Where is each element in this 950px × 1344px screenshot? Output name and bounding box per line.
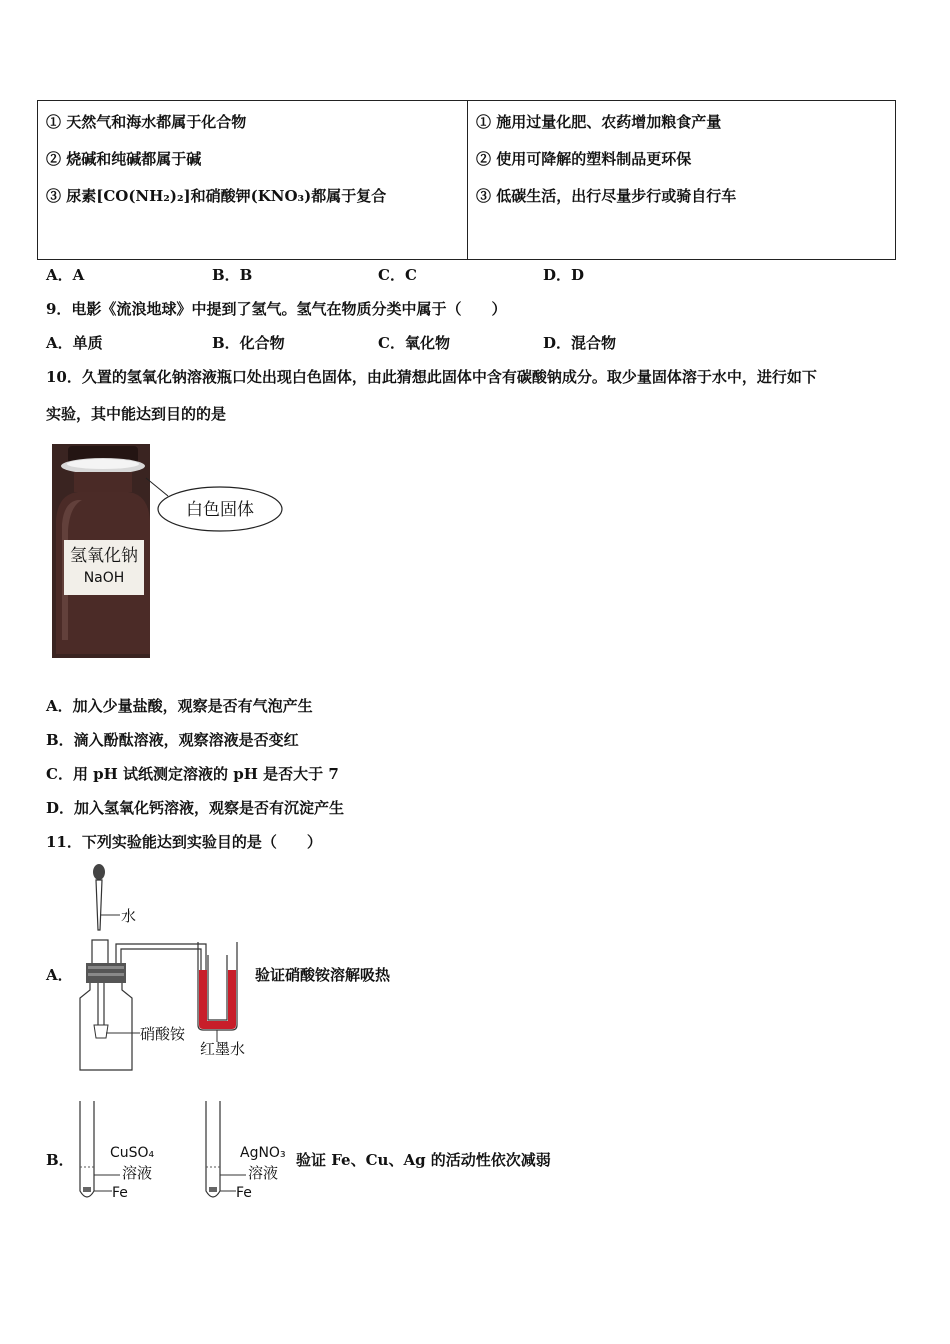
q10-option-b[interactable]: B．滴入酚酞溶液，观察溶液是否变红 (46, 731, 299, 749)
dropper-bulb (93, 864, 105, 880)
test-tubes-figure (70, 1095, 300, 1210)
q10-option-d[interactable]: D．加入氢氧化钙溶液，观察是否有沉淀产生 (46, 799, 345, 817)
q9-option-a[interactable]: A．单质 (46, 334, 103, 352)
tube1-solution-word: 溶液 (122, 1164, 153, 1182)
q9-option-b[interactable]: B．化合物 (212, 334, 285, 352)
table-right-3: ③ 低碳生活，出行尽量步行或骑自行车 (476, 187, 737, 205)
tube2-metal: Fe (236, 1185, 252, 1201)
label-red-ink: 红墨水 (200, 1040, 246, 1058)
q8-table (37, 100, 896, 260)
dropper-tube (96, 880, 102, 930)
q11-option-b[interactable]: B． (46, 1151, 74, 1169)
fe-piece-1 (83, 1187, 91, 1192)
tube2-solution: AgNO₃ (240, 1145, 286, 1161)
bottle-neck (74, 472, 132, 492)
table-right-2: ② 使用可降解的塑料制品更环保 (476, 150, 692, 168)
q11-a-desc: 验证硝酸铵溶解吸热 (255, 966, 391, 984)
label-cn: 氢氧化钠 (70, 546, 138, 566)
q8-option-b[interactable]: B．B (212, 266, 253, 284)
q9-option-c[interactable]: C．氧化物 (378, 334, 450, 352)
q10-stem-line1: 10．久置的氢氧化钠溶液瓶口处出现白色固体，由此猜想此固体中含有碳酸钠成分。取少量固体溶于水中，进行如下 (46, 368, 817, 386)
q9-option-d[interactable]: D．混合物 (543, 334, 617, 352)
u-tube-apparatus (70, 860, 260, 1075)
label-ammonium-nitrate: 硝酸铵 (140, 1025, 186, 1043)
table-left-2: ② 烧碱和纯碱都属于碱 (46, 150, 202, 168)
label-en: NaOH (83, 570, 125, 586)
callout-text: 白色固体 (186, 500, 254, 520)
q11-stem: 11．下列实验能达到实验目的是（ ） (46, 833, 322, 851)
q11-b-desc: 验证 Fe、Cu、Ag 的活动性依次减弱 (296, 1151, 551, 1169)
q9-stem: 9．电影《流浪地球》中提到了氢气。氢气在物质分类中属于（ ） (46, 300, 507, 318)
q8-option-a[interactable]: A．A (46, 266, 85, 284)
test-tube-inner (94, 1025, 108, 1038)
table-left-1: ① 天然气和海水都属于化合物 (46, 113, 247, 131)
table-left-3: ③ 尿素[CO(NH₂)₂]和硝酸钾(KNO₃)都属于复合 (46, 187, 387, 205)
naoh-bottle-figure (48, 440, 288, 662)
q8-option-c[interactable]: C．C (378, 266, 417, 284)
q8-option-d[interactable]: D．D (543, 266, 585, 284)
tube1-solution: CuSO₄ (110, 1145, 155, 1161)
test-tube-2 (206, 1101, 220, 1197)
table-divider (467, 101, 468, 259)
q11-option-a[interactable]: A． (46, 966, 73, 984)
q10-option-c[interactable]: C．用 pH 试纸测定溶液的 pH 是否大于 7 (46, 765, 339, 783)
table-right-1: ① 施用过量化肥、农药增加粮食产量 (476, 113, 722, 131)
label-water: 水 (121, 907, 137, 925)
q10-stem-line2: 实验，其中能达到目的的是 (46, 405, 227, 423)
tube1-metal: Fe (112, 1185, 128, 1201)
tube2-solution-word: 溶液 (248, 1164, 279, 1182)
fe-piece-2 (209, 1187, 217, 1192)
test-tube-1 (80, 1101, 94, 1197)
q10-option-a[interactable]: A．加入少量盐酸，观察是否有气泡产生 (46, 697, 313, 715)
